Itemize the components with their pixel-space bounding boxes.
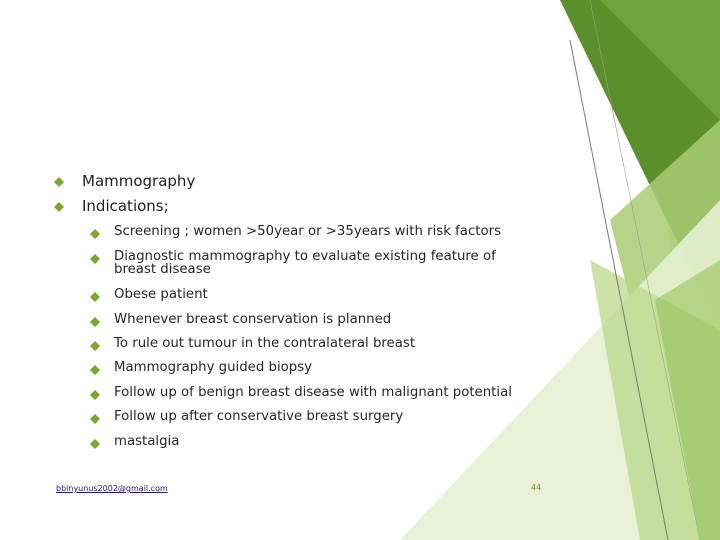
sub-bullet-label: Mammography guided biopsy bbox=[114, 360, 313, 375]
footer-email-link[interactable]: bbinyunus2002@gmail.com bbox=[56, 484, 168, 493]
diamond-bullet-icon bbox=[90, 390, 100, 400]
diamond-bullet-icon bbox=[90, 341, 100, 351]
sub-bullet-label: Follow up of benign breast disease with malignant potential bbox=[114, 385, 512, 400]
sub-bullet-label: Follow up after conservative breast surgery bbox=[114, 409, 404, 424]
sub-bullet-item bbox=[90, 288, 514, 302]
diamond-bullet-icon bbox=[90, 317, 100, 327]
sub-bullet-label: mastalgia bbox=[114, 434, 180, 449]
diamond-bullet-icon bbox=[90, 439, 100, 449]
diamond-bullet-icon bbox=[90, 229, 100, 239]
diamond-bullet-icon bbox=[90, 414, 100, 424]
diamond-bullet-icon bbox=[54, 177, 64, 187]
diamond-bullet-icon bbox=[54, 202, 64, 212]
sub-bullet-label: Screening ; women >50year or >35years with risk factors bbox=[114, 224, 502, 239]
sub-bullet-item bbox=[90, 225, 514, 239]
sub-bullet-label: Obese patient bbox=[114, 287, 208, 302]
sub-bullet-label: Whenever breast conservation is planned bbox=[114, 312, 392, 327]
diamond-bullet-icon bbox=[90, 254, 100, 264]
sub-bullet-item bbox=[90, 410, 514, 424]
sub-bullet-item bbox=[90, 435, 514, 449]
bullet-item-mammography bbox=[54, 172, 195, 190]
bullet-label: Mammography bbox=[82, 172, 196, 190]
sub-bullet-label: Diagnostic mammography to evaluate existing feature of breast disease bbox=[114, 249, 496, 277]
diamond-bullet-icon bbox=[90, 365, 100, 375]
sub-bullet-label: To rule out tumour in the contralateral breast bbox=[114, 336, 416, 351]
sub-bullet-item bbox=[90, 337, 514, 351]
sub-bullet-item bbox=[90, 313, 514, 327]
page-number: 44 bbox=[531, 483, 542, 492]
bullet-item-indications bbox=[54, 197, 169, 215]
sub-bullet-item bbox=[90, 361, 514, 375]
sub-bullet-item bbox=[90, 250, 504, 276]
bullet-label: Indications; bbox=[82, 197, 169, 215]
diamond-bullet-icon bbox=[90, 292, 100, 302]
sub-bullet-item bbox=[90, 386, 514, 400]
